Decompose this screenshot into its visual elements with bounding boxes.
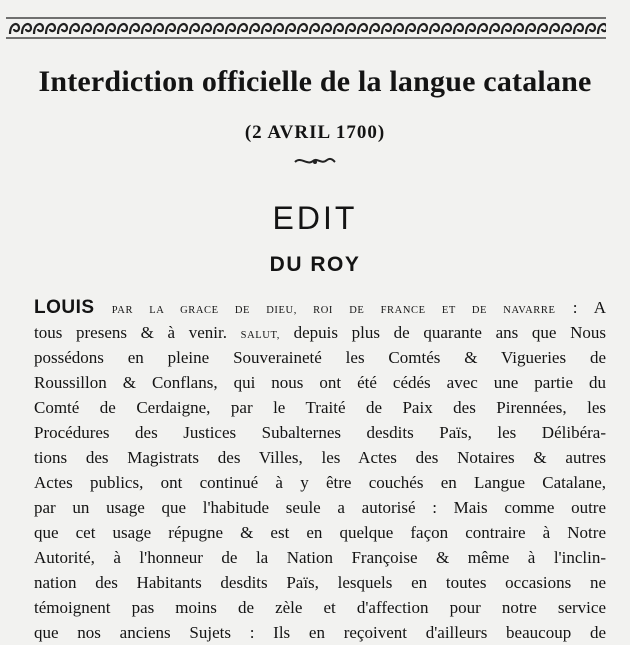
body-line: possédons en pleine Souveraineté les Comtés & Vigueries de bbox=[34, 348, 606, 367]
body-lead-name: LOUIS bbox=[34, 297, 95, 318]
edict-heading: EDIT bbox=[272, 200, 358, 236]
body-line: Actes publics, ont continué à y être couchés en Langue Catalane, bbox=[34, 473, 606, 492]
body-line: que cet usage répugne & est en quelque façon contraire à Notre bbox=[34, 523, 606, 542]
fleuron-ornament-icon bbox=[293, 153, 337, 169]
edict-body-text bbox=[34, 295, 606, 645]
body-line: Comté de Cerdaigne, par le Traité de Paix des Pirennées, les bbox=[34, 398, 606, 417]
body-lead-title: PAR LA GRACE DE DIEU, ROI DE FRANCE ET DE NAVARRE bbox=[111, 305, 556, 316]
body-line: que nos anciens Sujets : Ils en reçoivent d'ailleurs beaucoup de bbox=[34, 623, 606, 642]
body-line: nation des Habitants desdits Païs, lesquels en toutes occasions ne bbox=[34, 573, 606, 592]
body-line-2-part-a: tous presens & à venir. bbox=[34, 323, 227, 342]
body-salut: SALUT, bbox=[240, 330, 280, 341]
edict-date: (2 AVRIL 1700) bbox=[244, 122, 386, 143]
decorative-scroll-border-icon bbox=[6, 4, 606, 44]
body-line: Autorité, à l'honneur de la Nation Françoise & même à l'inclin- bbox=[34, 548, 606, 567]
body-line-1 bbox=[34, 295, 606, 320]
body-line: témoignent pas moins de zèle et d'affection pour notre service bbox=[34, 598, 606, 617]
body-line: Procédures des Justices Subalternes desdits Païs, les Délibéra- bbox=[34, 423, 606, 442]
body-lead-tail: : A bbox=[572, 298, 607, 317]
body-line: tions des Magistrats des Villes, les Actes des Notaires & autres bbox=[34, 448, 606, 467]
body-line: Roussillon & Conflans, qui nous ont été cédés avec une partie du bbox=[34, 373, 606, 392]
edict-subheading: DU ROY bbox=[269, 253, 361, 276]
body-line-2 bbox=[34, 320, 606, 345]
page-title: Interdiction officielle de la langue catalane bbox=[38, 65, 592, 98]
body-line: par un usage que l'habitude seule a autorisé : Mais comme outre bbox=[34, 498, 606, 517]
body-line-2-part-b: depuis plus de quarante ans que Nous bbox=[293, 323, 607, 342]
